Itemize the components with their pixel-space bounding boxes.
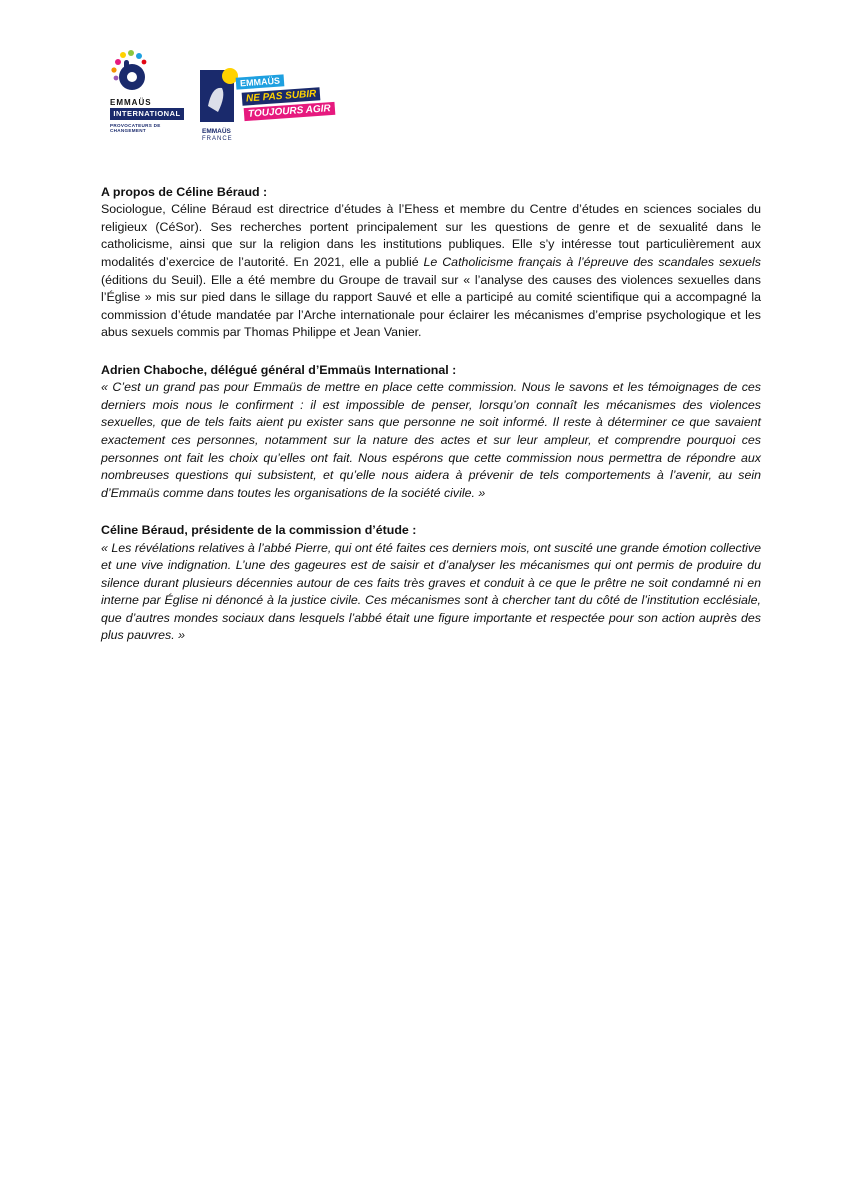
about-heading: A propos de Céline Béraud :	[101, 185, 268, 199]
intl-tagline: PROVOCATEURS DE CHANGEMENT	[110, 123, 161, 133]
slogan-top: EMMAÜS	[236, 74, 285, 89]
emmaus-international-logo	[104, 50, 188, 142]
about-paragraph	[101, 201, 761, 342]
beraud-section	[101, 522, 761, 645]
about-section	[101, 184, 761, 342]
beraud-quote: « Les révélations relatives à l’abbé Pierre, qui ont été faites ces derniers mois, ont suscité une grande émotion collective et une vive indignation. L’une des gageures est de saisir et d’analyser les mécanismes qui ont permis de produire du silence durant plusieurs décennies autour de ces faits très graves et conduit à ce que le prêtre ne soit condamné ni en interne par Église ni dénoncé à la justice civile. Ces mécanismes sont à chercher tant du côté de l’institution ecclésiale, que d’autres mondes sociaux dans lesquels l’abbé était une figure importante et respectée pour son action auprès des plus pauvres. »	[101, 540, 761, 643]
intl-bar: INTERNATIONAL	[110, 108, 184, 120]
intl-wordmark: EMMAÜS	[110, 98, 152, 107]
book-title: Le Catholicisme français à l’épreuve des scandales sexuels	[423, 254, 761, 269]
fr-subword: FRANCE	[202, 136, 233, 142]
chaboche-heading: Adrien Chaboche, délégué général d’Emmaüs International :	[101, 362, 457, 377]
slogan-middle: NE PAS SUBIR	[242, 87, 321, 105]
about-text-2: (éditions du Seuil). Elle a été membre du Groupe de travail sur « l’analyse des causes des violences sexuelles dans l’Église » mis sur pied dans le sillage du rapport Sauvé et elle a participé au comité scientifique qui a accompagné la commission d’étude mandatée par l’Arche internationale pour éclairer les mécanismes d’emprise psychologique et les abus sexuels commis par Thomas Philippe et Jean Vanier.	[101, 272, 761, 340]
document-body	[101, 184, 761, 665]
chaboche-quote: « C’est un grand pas pour Emmaüs de mettre en place cette commission. Nous le savons et les témoignages de ces derniers mois nous le confirment : il est impossible de penser, lorsqu’on connaît les mécanismes des violences sexuelles, que de tels faits aient pu exister sans que personne ne soit informé. Il reste à déterminer ce que savaient exactement ces personnes, notamment sur la nature des actes et sur leur ampleur, et comprendre pourquoi ces personnes ont fait les choix qu’elles ont fait. Nous espérons que cette commission nous permettra de répondre aux nombreuses questions qui subsistent, et qu’elle nous aidera à prévenir de tels comportements à l’avenir, au sein d’Emmaüs comme dans toutes les organisations de la société civile. »	[101, 380, 761, 500]
emmaus-hand-logo-icon	[110, 50, 150, 94]
header-logos	[104, 50, 364, 150]
emmaus-france-mark-icon	[200, 66, 244, 126]
emmaus-france-logo	[200, 66, 360, 150]
fr-wordmark: EMMAÜS	[202, 128, 231, 135]
chaboche-section	[101, 362, 761, 502]
beraud-heading: Céline Béraud, présidente de la commission d’étude :	[101, 523, 417, 538]
about-text-1: Sociologue, Céline Béraud est directrice d’études à l’Ehess et membre du Centre d’études en sciences sociales du religieux (CéSor). Ses recherches portent principalement sur les questions de genre et de sexualité dans le catholicisme, ainsi que sur la religion dans les institutions publiques. Elle s’y intéresse tout particulièrement aux modalités d’exercice de l’autorité. En 2021, elle a publié	[101, 202, 761, 269]
slogan-bottom: TOUJOURS AGIR	[244, 102, 335, 121]
